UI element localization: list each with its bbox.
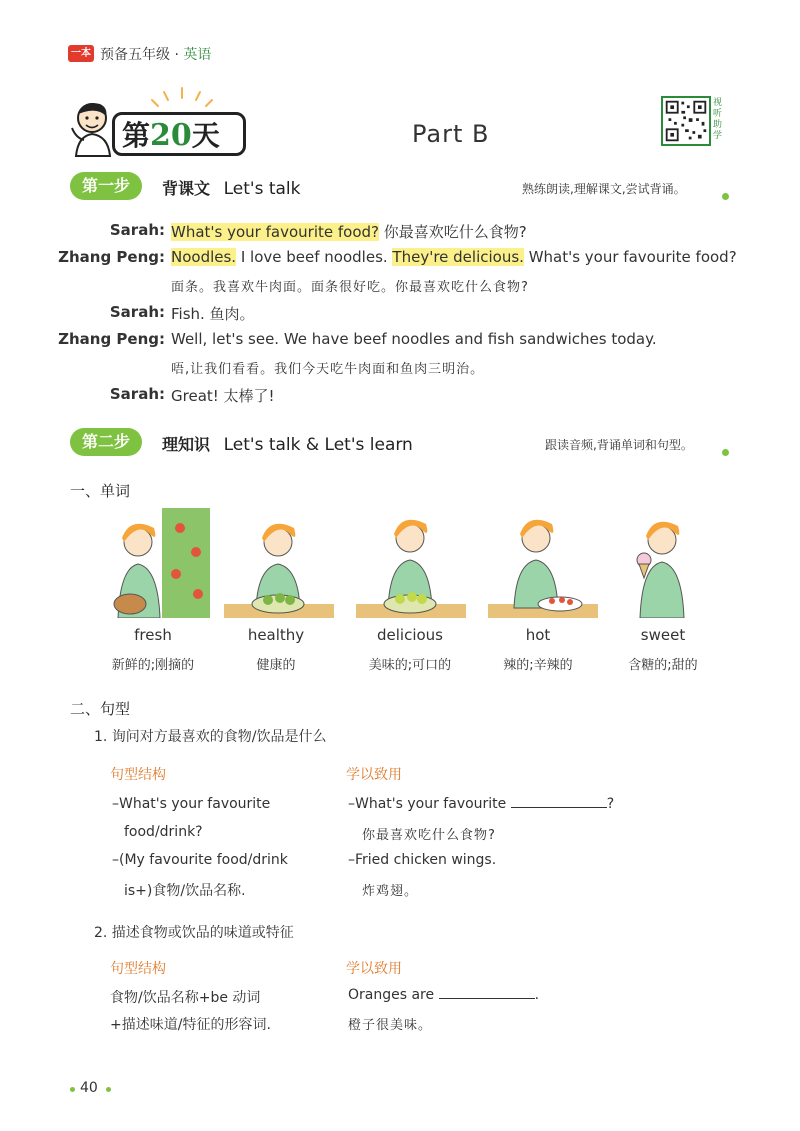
structure-line: +描述味道/特征的形容词. [110, 1017, 271, 1033]
sun-rays-icon [150, 86, 214, 110]
part-title: Part B [412, 120, 490, 148]
step2-pill: 第二步 [70, 428, 142, 456]
step1-pill: 第一步 [70, 172, 142, 200]
book-title [100, 44, 211, 64]
dialogue-segment: They're delicious. [392, 248, 524, 266]
application-text: –What's your favourite [348, 796, 507, 812]
day-label [122, 114, 220, 154]
vocab-heading: 一、单词 [70, 482, 131, 500]
vocab-word: hot [525, 626, 551, 644]
qr-code-icon[interactable] [661, 96, 711, 146]
application-heading: 学以致用 [346, 961, 402, 977]
application-translation: 橙子很美味。 [348, 1018, 433, 1033]
step1-title [162, 176, 300, 199]
day-suffix: 天 [191, 119, 220, 152]
application-heading: 学以致用 [346, 767, 402, 783]
dialogue-line [171, 248, 737, 266]
application-translation: 炸鸡翅。 [362, 884, 419, 899]
boy-mascot-icon [70, 98, 116, 158]
application-line: –Fried chicken wings. [348, 852, 497, 868]
dialogue-translation: 唔,让我们看看。我们今天吃牛肉面和鱼肉三明治。 [171, 362, 485, 377]
pattern-title: 1. 询问对方最喜欢的食物/饮品是什么 [94, 729, 327, 745]
application-end: ? [606, 796, 615, 812]
vocab-meaning: 辣的;辛辣的 [503, 658, 573, 673]
vocab-word: healthy [247, 626, 305, 644]
title-separator: · [170, 47, 184, 63]
fill-blank[interactable] [439, 987, 535, 999]
step1-title-zh: 背课文 [162, 179, 211, 198]
dialogue-line: Fish. 鱼肉。 [171, 305, 255, 323]
dialogue-speaker: Sarah: [109, 221, 165, 239]
girl-eating-ice-cream-icon [606, 508, 716, 618]
structure-line: –(My favourite food/drink [112, 852, 288, 868]
vocab-word: delicious [377, 626, 443, 644]
dialogue-speaker: Sarah: [109, 303, 165, 321]
girl-tasting-food-icon [356, 508, 466, 618]
dialogue-speaker: Zhang Peng: [58, 248, 165, 266]
vocab-meaning: 健康的 [256, 658, 296, 673]
dialogue-speaker: Sarah: [109, 385, 165, 403]
girl-eating-salad-icon [224, 508, 334, 618]
dialogue-line: Well, let's see. We have beef noodles and fish sandwiches today. [171, 330, 657, 348]
pattern-title: 2. 描述食物或饮品的味道或特征 [94, 925, 294, 941]
brand-logo: 一本 [68, 45, 94, 62]
day-prefix: 第 [122, 119, 151, 152]
dialogue-segment: Noodles. [171, 248, 237, 266]
step1-tip: 熟练朗读,理解课文,尝试背诵。 [522, 182, 686, 196]
application-text: Oranges are [348, 987, 435, 1003]
step2-title-en: Let's talk & Let's learn [223, 435, 413, 455]
page-number: 40 [80, 1080, 98, 1096]
step1-title-en: Let's talk [223, 179, 301, 199]
dialogue-segment: I love beef noodles. [236, 248, 393, 266]
structure-line: is+)食物/饮品名称. [124, 883, 246, 899]
fill-blank[interactable] [511, 796, 607, 808]
structure-heading: 句型结构 [110, 767, 166, 783]
application-translation: 你最喜欢吃什么食物? [362, 828, 496, 843]
vocab-word: sweet [640, 626, 686, 644]
dialogue-segment: 你最喜欢吃什么食物? [378, 223, 527, 241]
vocab-meaning: 新鲜的;刚摘的 [111, 658, 195, 673]
step2-title-zh: 理知识 [162, 435, 211, 454]
tip-dot-icon [722, 193, 729, 200]
page-dot-icon [70, 1087, 75, 1092]
structure-line: –What's your favourite [112, 796, 271, 812]
structure-heading: 句型结构 [110, 961, 166, 977]
vocab-meaning: 含糖的;甜的 [628, 658, 698, 673]
step2-tip: 跟读音频,背诵单词和句型。 [545, 438, 693, 452]
dialogue-segment: What's your favourite food? [523, 248, 737, 266]
girl-eating-spicy-icon [488, 508, 598, 618]
application-line [348, 796, 614, 812]
vocab-meaning: 美味的;可口的 [368, 658, 452, 673]
application-end: . [534, 987, 540, 1003]
dialogue-segment: What's your favourite food? [171, 223, 379, 241]
girl-picking-fruit-icon [100, 508, 210, 618]
dialogue-line [171, 221, 527, 242]
step2-title [162, 432, 413, 455]
page-dot-icon [106, 1087, 111, 1092]
dialogue-translation: 面条。我喜欢牛肉面。面条很好吃。你最喜欢吃什么食物? [171, 280, 529, 295]
dialogue-line: Great! 太棒了! [171, 387, 275, 405]
structure-line: 食物/饮品名称+be 动词 [110, 990, 261, 1006]
book-title-subject: 英语 [183, 47, 212, 63]
day-number: 20 [150, 118, 192, 153]
structure-line: food/drink? [124, 824, 203, 840]
patterns-heading: 二、句型 [70, 700, 131, 718]
tip-dot-icon [722, 449, 729, 456]
dialogue-speaker: Zhang Peng: [58, 330, 165, 348]
application-line [348, 987, 539, 1003]
vocab-word: fresh [134, 626, 172, 644]
book-title-grade: 预备五年级 [100, 47, 170, 63]
qr-label: 视听助学 [713, 98, 723, 141]
